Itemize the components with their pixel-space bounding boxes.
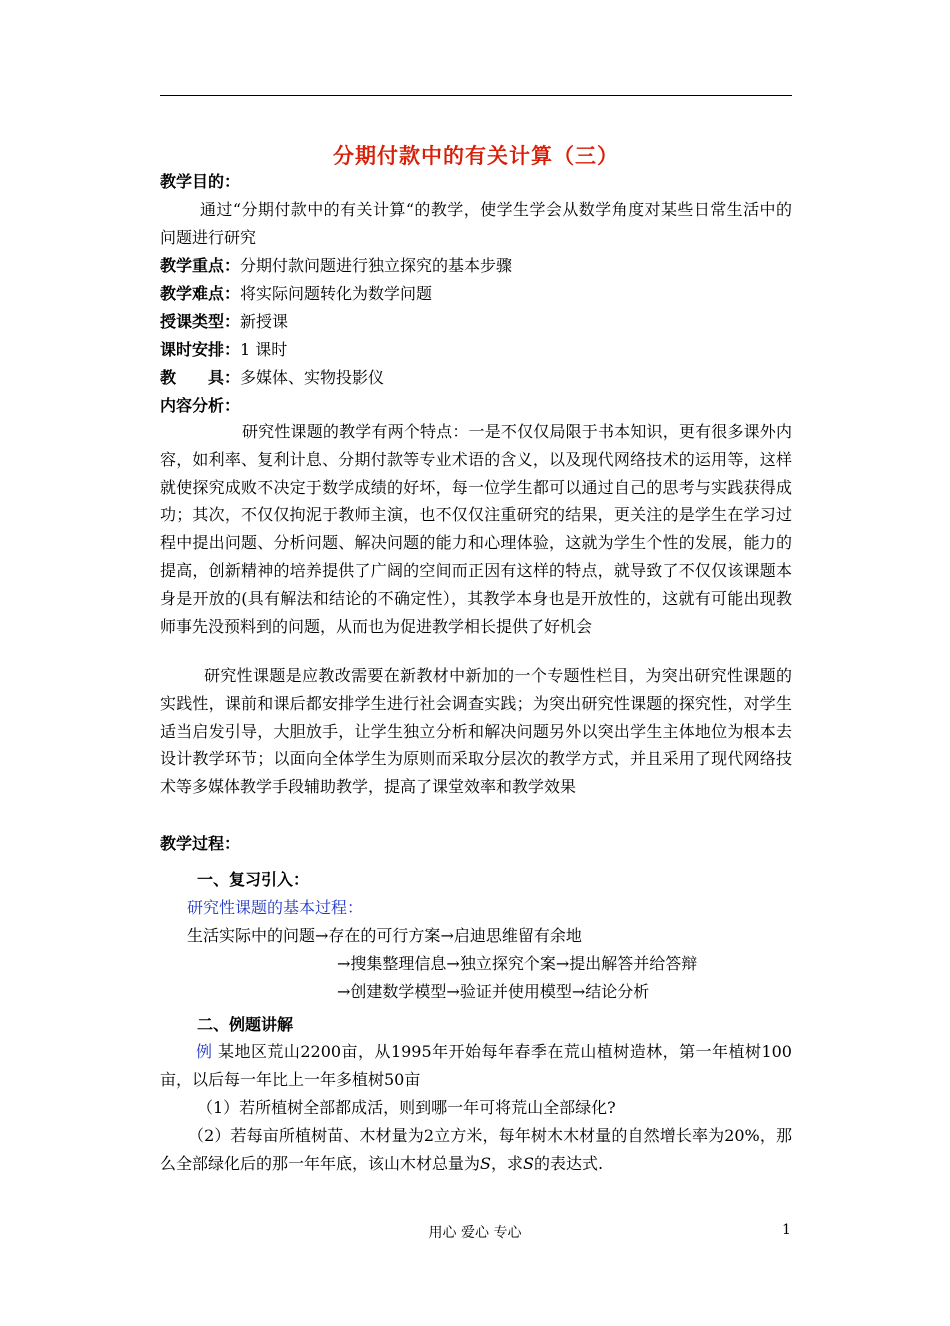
flow-row-1 (187, 922, 582, 950)
key-point-text: 分期付款问题进行独立探究的基本步骤 (240, 256, 513, 275)
process-label: 教学过程： (160, 834, 241, 853)
arrow-icon: → (555, 954, 570, 973)
arrow-icon: → (315, 926, 329, 945)
difficulty-text: 将实际问题转化为数学问题 (240, 284, 433, 303)
footer-motto: 用心 爱心 专心 (428, 1225, 522, 1241)
schedule-text: 1 课时 (240, 340, 288, 359)
objective-heading (160, 168, 792, 196)
arrow-icon: → (337, 954, 351, 973)
arrow-icon: → (440, 926, 454, 945)
objective-label: 教学目的： (160, 172, 241, 191)
flow-step: 结论分析 (585, 982, 650, 1001)
page-title: 分期付款中的有关计算（三） (333, 143, 619, 168)
lesson-type-label: 授课类型： (160, 312, 241, 331)
example-text (160, 1038, 792, 1094)
schedule-row (160, 336, 792, 364)
page-number: 1 (782, 1222, 791, 1238)
difficulty-row (160, 280, 792, 308)
arrow-icon: → (446, 954, 460, 973)
analysis-paragraph-1: 研究性课题的教学有两个特点：一是不仅仅局限于书本知识，更有很多课外内容，如利率、复利计息、分期付款等专业术语的含义，以及现代网络技术的运用等，这样就使探究成败不决定于数学成绩的好坏，每一位学生都可以通过自己的思考与实践获得成功；其次，不仅仅拘泥于教师主演，也不仅仅注重研究的结果，更关注的是学生在学习过程中提出问题、分析问题、解决问题的能力和心理体验，这就为学生个性的发展，能力的提高，创新精神的培养提供了广阔的空间而正因有这样的特点，就导致了不仅仅该课题本身是开放的(具有解法和结论的不确定性），其教学本身也是开放性的，这就有可能出现教师事先没预料到的问题，从而也为促进教学相长提供了好机会 (160, 422, 792, 636)
arrow-icon: → (446, 982, 460, 1001)
example-label: 例 (196, 1042, 213, 1061)
section-examples: 二、例题讲解 (197, 1015, 294, 1034)
difficulty-label: 教学难点： (160, 284, 241, 303)
arrow-icon: → (571, 982, 586, 1001)
process-heading (160, 830, 792, 858)
question-1: （1）若所植树全部都成活，则到哪一年可将荒山全部绿化? (197, 1098, 616, 1117)
arrow-icon: → (337, 982, 351, 1001)
analysis-paragraph-2: 研究性课题是应教改需要在新教材中新加的一个专题性栏目，为突出研究性课题的实践性，课前和课后都安排学生进行社会调查实践；为突出研究性课题的探究性，对学生适当启发引导，大胆放手，让学生独立分析和解决问题另外以突出学生主体地位为根本去设计教学环节；以面向全体学生为原则而采取分层次的教学方式，并且采用了现代网络技术等多媒体教学手段辅助教学，提高了课堂效率和教学效果 (160, 666, 792, 797)
lesson-type-text: 新授课 (240, 312, 289, 331)
lesson-type-row (160, 308, 792, 336)
question-2: （2）若每亩所植树苗、木材量为2立方米，每年树木木材量的自然增长率为20%，那么全部绿化后的那一年年底，该山木材总量为S，求S的表达式. (160, 1126, 792, 1173)
flow-step: 提出解答并给答辩 (569, 954, 698, 973)
flow-title: 研究性课题的基本过程： (187, 898, 364, 917)
analysis-label: 内容分析： (160, 396, 241, 415)
flow-step: 存在的可行方案 (328, 926, 441, 945)
flow-row-2 (337, 950, 697, 978)
flow-step: 创建数学模型 (350, 982, 447, 1001)
flow-row-3 (337, 978, 649, 1006)
flow-step: 搜集整理信息 (350, 954, 447, 973)
key-point-label: 教学重点： (160, 256, 241, 275)
flow-step: 验证并使用模型 (459, 982, 572, 1001)
header-rule (160, 95, 792, 96)
flow-step: 启迪思维留有余地 (453, 926, 582, 945)
tools-label: 教 具： (160, 368, 241, 387)
flow-step: 独立探究个案 (459, 954, 556, 973)
example-body: 某地区荒山2200亩，从1995年开始每年春季在荒山植树造林，第一年植树100亩，以后每一年比上一年多植树50亩 (160, 1042, 792, 1089)
tools-row (160, 364, 792, 392)
analysis-heading (160, 392, 792, 420)
schedule-label: 课时安排： (160, 340, 241, 359)
flow-step: 生活实际中的问题 (187, 926, 316, 945)
objective-text: 通过“分期付款中的有关计算“的教学，使学生学会从数学角度对某些日常生活中的问题进行研究 (160, 200, 792, 247)
section-review: 一、复习引入： (197, 870, 310, 889)
key-point-row (160, 252, 792, 280)
tools-text: 多媒体、实物投影仪 (240, 368, 385, 387)
